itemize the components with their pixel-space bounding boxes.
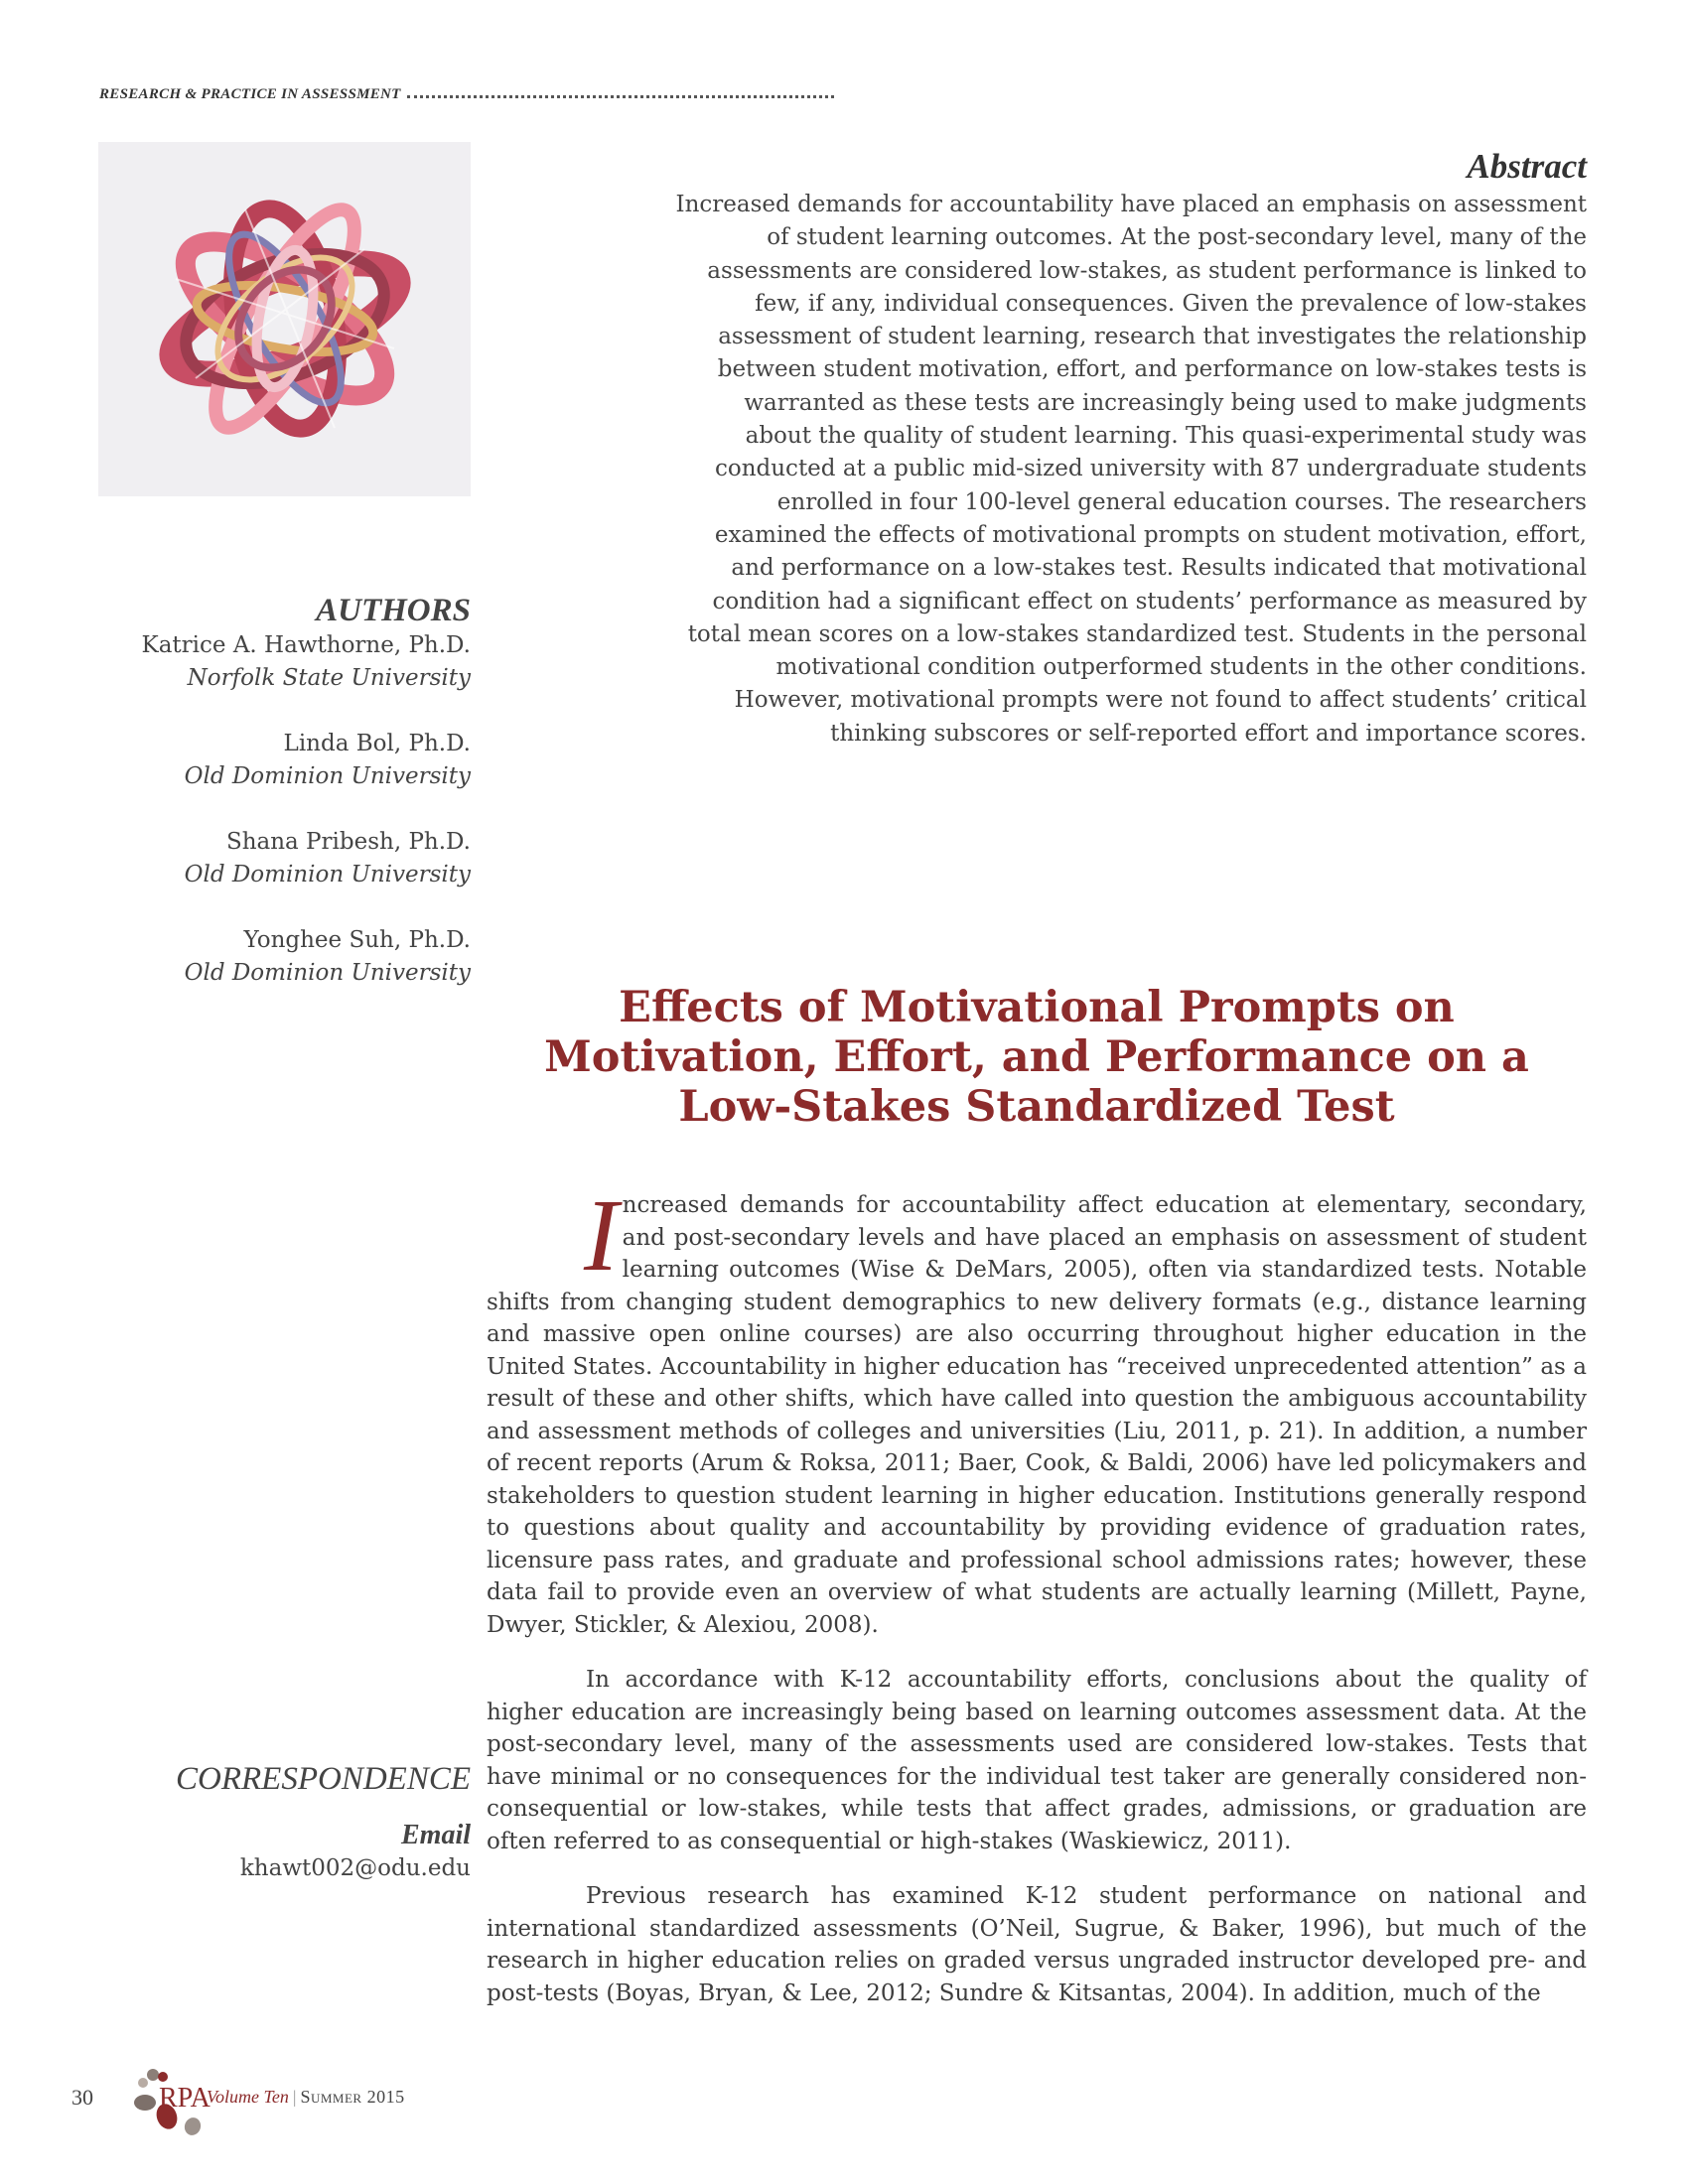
article-body	[487, 1178, 1587, 2032]
paragraph-text: ncreased demands for accountability affect education at elementary, secondary, and post-secondary levels and have placed an emphasis on assessment of student learning outcomes (Wise & DeMars, 2005), often via standardized tests. Notable shifts from changing student demographics to new delivery formats (e.g., distance learning and massive open online courses) are also occurring throughout higher education in the United States. Accountability in higher education has “received unprecedented attention” as a result of these and other shifts, which have called into question the ambiguous accountability and assessment methods of colleges and universities (Liu, 2011, p. 21). In addition, a number of recent reports (Arum & Roksa, 2011; Baer, Cook, & Baldi, 2006) have led policymakers and stakeholders to question student learning in higher education. Institutions generally respond to questions about quality and accountability by providing evidence of graduation rates, licensure pass rates, and graduate and professional school admissions rates; however, these data fail to provide even an overview of what students are actually learning (Millett, Payne, Dwyer, Stickler, & Alexiou, 2008).	[487, 1192, 1587, 1638]
author-entry	[99, 924, 471, 990]
correspondence-heading: CORRESPONDENCE	[176, 1761, 471, 1797]
author-affiliation: Norfolk State University	[187, 665, 471, 691]
author-affiliation: Old Dominion University	[184, 862, 471, 887]
email-address-link[interactable]: khawt002@odu.edu	[239, 1855, 471, 1881]
author-affiliation: Old Dominion University	[184, 960, 471, 986]
running-title: RESEARCH & PRACTICE IN ASSESSMENT	[99, 85, 401, 102]
correspondence-sidebar	[99, 1759, 471, 1884]
author-entry	[99, 728, 471, 793]
page-number: 30	[71, 2085, 93, 2110]
author-name: Yonghee Suh, Ph.D.	[243, 927, 471, 953]
body-paragraph-2: In accordance with K-12 accountability efforts, conclusions about the quality of higher education are increasingly being based on learning outcomes assessment data. At the post-secondary level, many of the assessments used are considered low-stakes. Tests that have minimal or no consequences for the individual test taker are generally considered non-consequential or low-stakes, while tests that affect grades, admissions, or graduation are often referred to as consequential or high-stakes (Waskiewicz, 2011).	[487, 1667, 1587, 1854]
article-title: Effects of Motivational Prompts on Motivation, Effort, and Performance on a Low-Stakes Standardized Test	[544, 983, 1529, 1132]
footer-separator: |	[292, 2087, 297, 2107]
logo-text: RPA	[159, 2083, 211, 2114]
author-entry	[99, 826, 471, 891]
abstract-heading: Abstract	[1467, 147, 1587, 186]
running-header	[99, 83, 834, 105]
header-dotted-rule	[407, 95, 834, 98]
author-entry	[99, 629, 471, 695]
volume-label: Volume Ten	[207, 2087, 289, 2107]
body-paragraph-1	[487, 1178, 1587, 1641]
author-name: Linda Bol, Ph.D.	[283, 731, 471, 756]
authors-sidebar	[99, 592, 471, 1023]
abstract-text: Increased demands for accountability have placed an emphasis on assessment of student learning outcomes. At the post-secondary level, many of the assessments are considered low-stakes, as student performance is linked to few, if any, individual consequences. Given the prevalence of low-stakes assessment of student learning, research that investigates the relationship between student motivation, effort, and performance on low-stakes tests is warranted as these tests are increasingly being used to make judgments about the quality of student learning. This quasi-experimental study was conducted at a public mid-sized university with 87 undergraduate students enrolled in four 100-level general education courses. The researchers examined the effects of motivational prompts on student motivation, effort, and performance on a low-stakes test. Results indicated that motivational condition had a significant effect on students’ performance as measured by total mean scores on a low-stakes standardized test. Students in the personal motivational condition outperformed students in the other conditions. However, motivational prompts were not found to affect students’ critical thinking subscores or self-reported effort and importance scores.	[675, 192, 1587, 747]
email-label: Email	[400, 1820, 471, 1850]
body-paragraph-3: Previous research has examined K-12 student performance on national and international standardized assessments (O’Neil, Sugrue, & Baker, 1996), but much of the research in higher education relies on graded versus ungraded instructor developed pre- and post-tests (Boyas, Bryan, & Lee, 2012; Sundre & Kitsantas, 2004). In addition, much of the	[487, 1883, 1587, 2006]
abstract-section	[675, 147, 1587, 751]
abstract-swirl-illustration	[98, 142, 471, 496]
issue-season: Summer 2015	[300, 2087, 405, 2107]
author-name: Shana Pribesh, Ph.D.	[225, 829, 471, 855]
authors-heading: AUTHORS	[316, 593, 471, 628]
drop-cap: I	[584, 1178, 619, 1293]
cover-artwork	[98, 142, 471, 496]
page-footer	[71, 2063, 489, 2142]
author-name: Katrice A. Hawthorne, Ph.D.	[141, 632, 471, 658]
volume-info	[207, 2087, 405, 2108]
author-affiliation: Old Dominion University	[184, 763, 471, 789]
